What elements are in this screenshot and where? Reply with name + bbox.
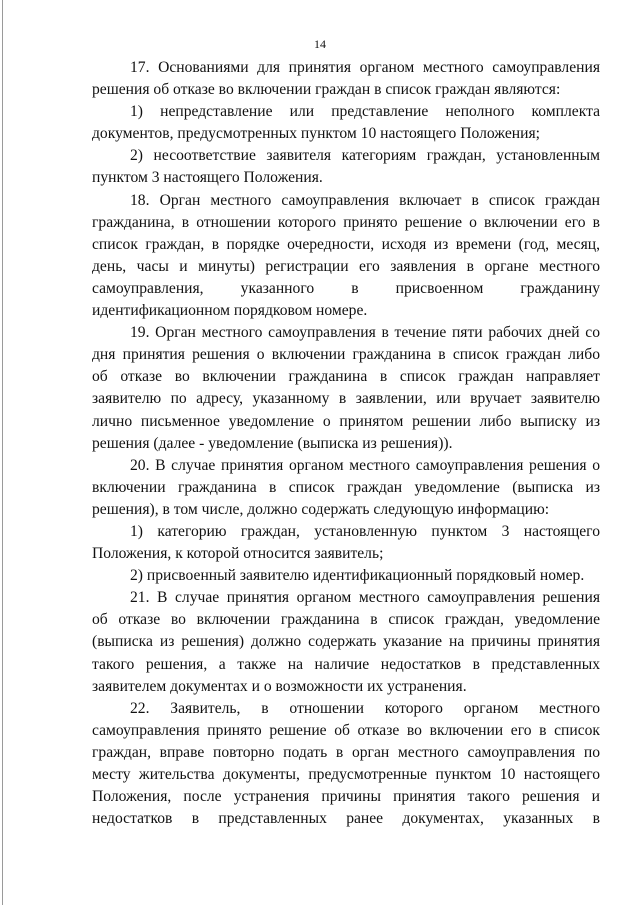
text-line: граждан, вправе повторно подать в орган местного самоуправления по bbox=[92, 743, 600, 761]
text-line: 18. Орган местного самоуправления включает в список граждан bbox=[130, 191, 600, 209]
page-number: 14 bbox=[314, 37, 326, 51]
text-line: Положения, к которой относится заявитель; bbox=[92, 545, 384, 563]
scan-edge-line bbox=[2, 0, 3, 905]
text-line: решения), в том числе, должно содержать следующую информацию: bbox=[92, 500, 550, 518]
text-line: гражданина, в отношении которого принято решение о включении его в bbox=[92, 213, 600, 231]
text-line: месту жительства документы, предусмотренные пунктом 10 настоящего bbox=[92, 766, 600, 783]
text-line: 19. Орган местного самоуправления в течение пяти рабочих дней со bbox=[130, 324, 600, 342]
document-body bbox=[92, 57, 600, 830]
text-line: (выписка из решения) должно содержать указание на причины принятия bbox=[92, 633, 600, 651]
text-line: самоуправления, указанного в присвоенном гражданину bbox=[92, 279, 600, 297]
text-line: 21. В случае принятия органом местного самоуправления решения bbox=[130, 589, 600, 607]
text-line: идентификационном порядковом номере. bbox=[92, 302, 368, 320]
text-line: такого решения, а также на наличие недостатков в представленных bbox=[92, 655, 600, 673]
text-line: Положения, после устранения причины принятия такого решения и bbox=[92, 788, 600, 806]
text-line: заявителем документах и о возможности их устранения. bbox=[92, 677, 467, 695]
text-line: 2) несоответствие заявителя категориям граждан, установленным bbox=[130, 147, 600, 165]
text-line: 22. Заявитель, в отношении которого органом местного bbox=[130, 699, 600, 717]
text-line: недостатков в представленных ранее документах, указанных в bbox=[92, 810, 600, 828]
text-line: список граждан, в порядке очередности, исходя из времени (год, месяц, bbox=[92, 235, 600, 253]
text-line: лично письменное уведомление о принятом решении либо выписку из bbox=[92, 412, 600, 430]
text-line: пунктом 3 настоящего Положения. bbox=[92, 169, 323, 187]
text-line: день, часы и минуты) регистрации его заявления в органе местного bbox=[92, 257, 600, 275]
text-line: включении гражданина в список граждан уведомление (выписка из bbox=[92, 478, 600, 496]
text-line: самоуправления принято решение об отказе во включении его в список bbox=[92, 721, 600, 739]
text-line: 2) присвоенный заявителю идентификационный порядковый номер. bbox=[130, 567, 585, 585]
text-line: 20. В случае принятия органом местного самоуправления решения о bbox=[130, 456, 600, 474]
text-line: 1) категорию граждан, установленную пунктом 3 настоящего bbox=[130, 522, 600, 540]
text-line: решения об отказе во включении граждан в список граждан являются: bbox=[92, 81, 561, 99]
text-line: заявителю по адресу, указанному в заявлении, или вручает заявителю bbox=[92, 390, 600, 408]
text-line: 17. Основаниями для принятия органом местного самоуправления bbox=[130, 59, 600, 76]
text-line: об отказе во включении гражданина в список граждан направляет bbox=[92, 368, 600, 386]
text-line: решения (далее - уведомление (выписка из решения)). bbox=[92, 434, 453, 452]
text-line: дня принятия решения о включении гражданина в список граждан либо bbox=[92, 346, 600, 364]
text-line: документов, предусмотренных пунктом 10 настоящего Положения; bbox=[92, 125, 540, 143]
text-line: 1) непредставление или представление неполного комплекта bbox=[130, 103, 600, 121]
text-line: об отказе во включении гражданина в список граждан, уведомление bbox=[92, 611, 600, 629]
